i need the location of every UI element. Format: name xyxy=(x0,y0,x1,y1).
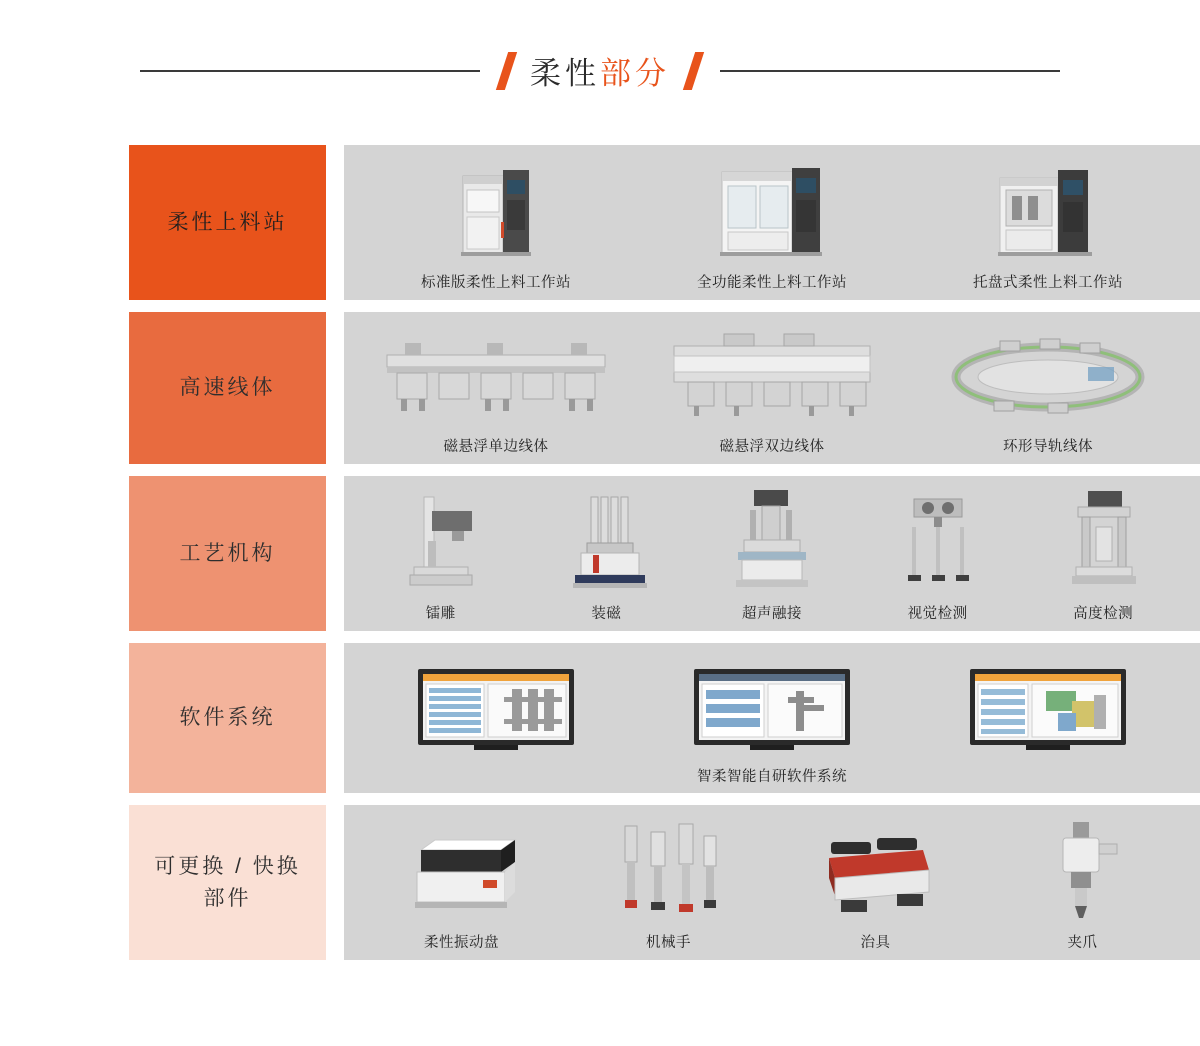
item-caption: 环形导轨线体 xyxy=(1002,439,1093,455)
item-laser-engraving[interactable] xyxy=(358,486,524,623)
item-caption: 夹爪 xyxy=(1067,935,1098,951)
row-panel-high-speed-line xyxy=(344,312,1200,464)
row-label-replaceable-parts xyxy=(129,805,326,960)
item-full-function-station[interactable] xyxy=(635,155,908,292)
item-visual-inspection[interactable] xyxy=(855,486,1021,623)
item-standard-station[interactable] xyxy=(359,155,632,292)
row-label-process-mechanism: 工艺机构 xyxy=(129,476,326,631)
page-title-dark: 柔性 xyxy=(530,56,600,91)
item-fixture[interactable] xyxy=(772,815,979,952)
row-high-speed-line xyxy=(129,312,1200,464)
gripper-claw-icon xyxy=(1033,815,1133,925)
item-caption: 机械手 xyxy=(646,935,691,951)
item-caption: 超声融接 xyxy=(741,606,802,622)
row-label-high-speed-line: 高速线体 xyxy=(129,312,326,464)
fixture-jig-icon xyxy=(811,815,941,925)
row-panel-replaceable-parts xyxy=(344,805,1200,960)
item-caption: 磁悬浮双边线体 xyxy=(719,439,825,455)
conveyor-line-icon xyxy=(381,322,611,429)
row-replaceable-parts xyxy=(129,805,1200,960)
row-label-software-system: 软件系统 xyxy=(129,643,326,793)
category-rows xyxy=(0,145,1200,960)
item-caption: 治具 xyxy=(860,935,891,951)
software-group-caption: 智柔智能自研软件系统 xyxy=(697,769,847,785)
header-rule-right xyxy=(720,70,1060,72)
item-caption: 高度检测 xyxy=(1073,606,1134,622)
vision-inspection-icon xyxy=(890,486,985,596)
item-magnet-assembly[interactable] xyxy=(524,486,690,623)
row-label-line-1: 可更换 / 快换 xyxy=(154,855,301,878)
machine-cabinet-icon xyxy=(441,155,551,265)
header-rule-left xyxy=(140,70,480,72)
monitor-screen-icon xyxy=(416,653,576,767)
item-flexible-vibration-plate[interactable] xyxy=(358,815,565,952)
page-header xyxy=(0,0,1200,93)
manipulator-icon xyxy=(609,815,729,925)
machine-tray-icon xyxy=(990,155,1105,265)
item-caption: 视觉检测 xyxy=(907,606,968,622)
item-software-screen-1[interactable] xyxy=(359,653,632,767)
item-gripper[interactable] xyxy=(979,815,1186,952)
item-software-screen-3[interactable] xyxy=(911,653,1184,767)
item-caption: 磁悬浮单边线体 xyxy=(443,439,549,455)
row-flexible-feeding-station xyxy=(129,145,1200,300)
row-label-flexible-feeding-station: 柔性上料站 xyxy=(129,145,326,300)
row-panel-software-system xyxy=(344,643,1200,793)
row-panel-process-mechanism xyxy=(344,476,1200,631)
row-label-line-2: 部件 xyxy=(203,886,252,910)
item-caption: 装磁 xyxy=(591,606,622,622)
row-panel-flexible-feeding-station xyxy=(344,145,1200,300)
item-software-screen-2[interactable] xyxy=(635,653,908,767)
item-maglev-double-side-line[interactable] xyxy=(635,322,908,456)
page-title-orange: 部分 xyxy=(600,56,670,91)
monitor-screen-icon xyxy=(692,653,852,767)
monitor-screen-icon xyxy=(968,653,1128,767)
item-manipulator[interactable] xyxy=(565,815,772,952)
item-ultrasonic-welding[interactable] xyxy=(689,486,855,623)
ultrasonic-welder-icon xyxy=(724,486,819,596)
slash-right-icon xyxy=(683,52,704,90)
item-height-inspection[interactable] xyxy=(1020,486,1186,623)
magnet-loading-icon xyxy=(561,486,651,596)
item-caption: 全功能柔性上料工作站 xyxy=(696,275,847,291)
row-process-mechanism xyxy=(129,476,1200,631)
item-tray-type-station[interactable] xyxy=(911,155,1184,292)
laser-marking-icon xyxy=(396,486,486,596)
conveyor-double-icon xyxy=(664,322,879,429)
row-software-system xyxy=(129,643,1200,793)
item-caption: 柔性振动盘 xyxy=(424,935,499,951)
item-ring-guide-line[interactable] xyxy=(911,322,1184,456)
machine-enclosure-icon xyxy=(714,155,829,265)
ring-track-icon xyxy=(948,322,1148,429)
item-caption: 托盘式柔性上料工作站 xyxy=(972,275,1123,291)
vibration-plate-icon xyxy=(397,815,527,925)
item-caption: 标准版柔性上料工作站 xyxy=(420,275,571,291)
item-caption: 镭雕 xyxy=(425,606,456,622)
item-maglev-single-side-line[interactable] xyxy=(359,322,632,456)
page-title xyxy=(514,48,686,93)
height-gauge-icon xyxy=(1056,486,1151,596)
